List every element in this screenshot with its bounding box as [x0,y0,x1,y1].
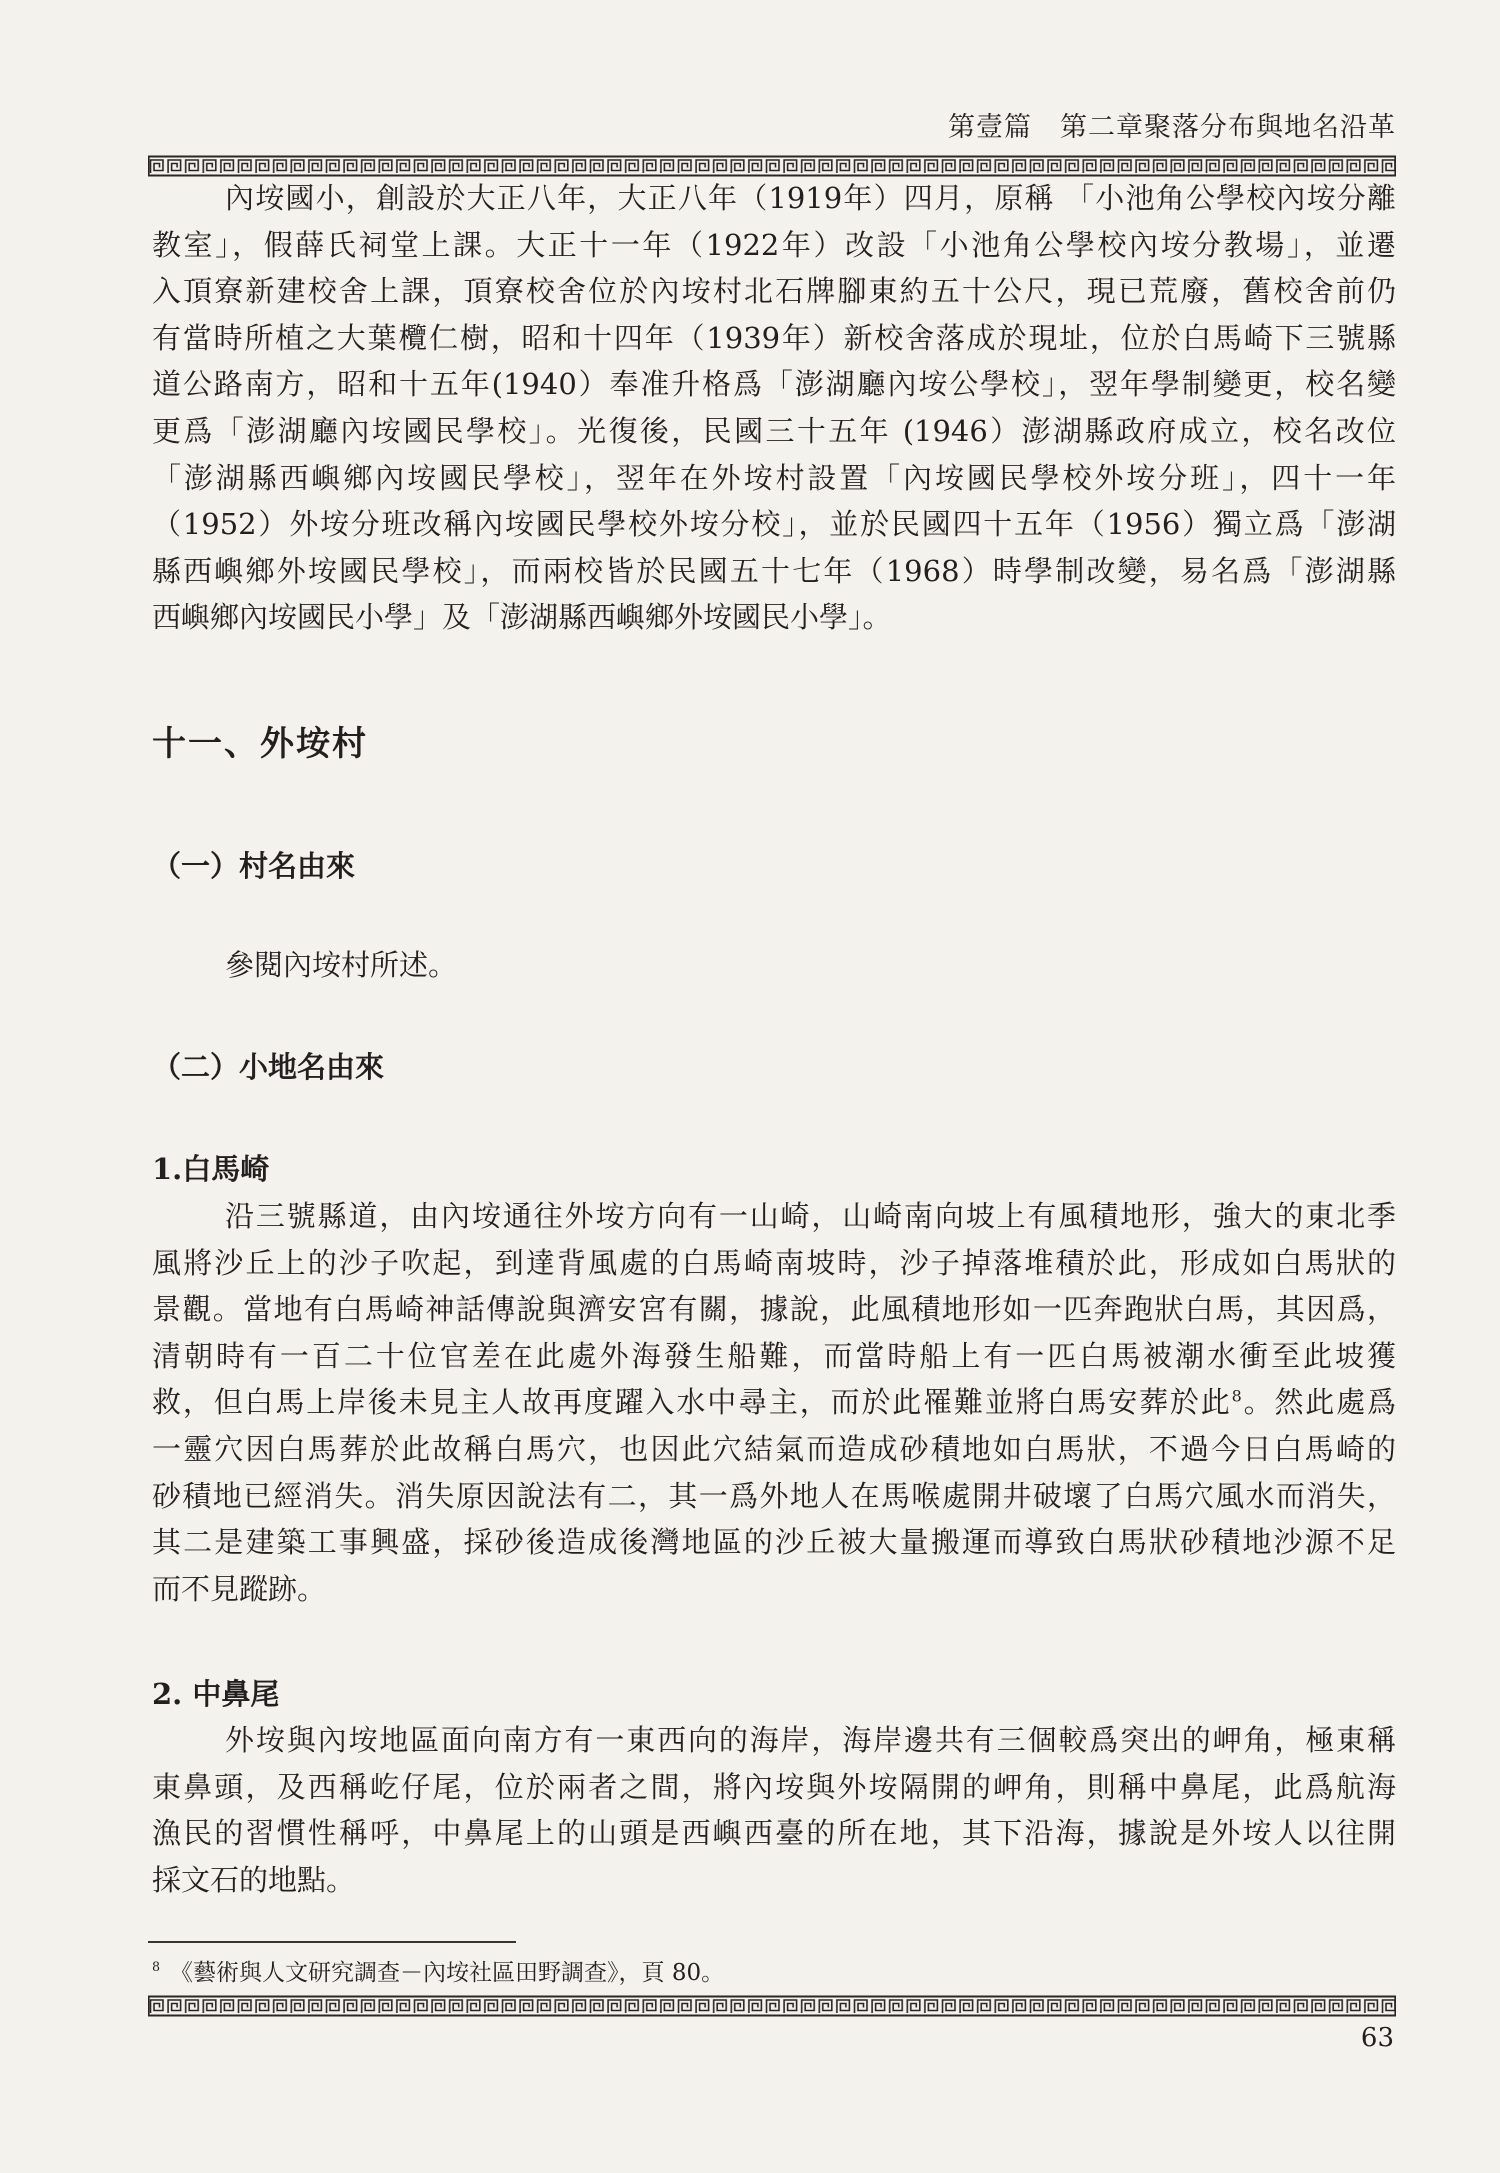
paragraph-line [152,1379,1396,1426]
paragraph-line: 其二是建築工事興盛，採砂後造成後灣地區的沙丘被大量搬運而導致白馬狀砂積地沙源不足 [152,1525,1396,1560]
school-history-paragraph [152,175,1396,641]
place-name-title-baimaqi: 1.白馬崎 [152,1152,270,1186]
paragraph-line: 清朝時有一百二十位官差在此處外海發生船難，而當時船上有一匹白馬被潮水衝至此坡獲 [152,1338,1396,1373]
page-number: 63 [1360,2023,1394,2053]
paragraph-line: 縣西嶼鄉外垵國民學校」，而兩校皆於民國五十七年（1968）時學制改變，易名爲「澎湖縣 [152,553,1396,588]
paragraph-line: 入頂寮新建校舍上課，頂寮校舍位於內垵村北石牌腳東約五十公尺，現已荒廢，舊校舍前仍 [152,274,1396,309]
paragraph-line: （1952）外垵分班改稱內垵國民學校外垵分校」，並於民國四十五年（1956）獨立爲「澎湖 [152,507,1396,542]
paragraph-line: 砂積地已經消失。消失原因說法有二，其一爲外地人在馬喉處開井破壞了白馬穴風水而消失， [152,1478,1396,1513]
footnote [152,1955,724,1991]
paragraph-line: 而不見蹤跡。 [152,1571,327,1606]
line-text: 救，但白馬上岸後未見主人故再度躍入水中尋主，而於此罹難並將白馬安葬於此 [152,1385,1232,1420]
baimaqi-paragraph [152,1193,1396,1612]
decorative-border-bottom [148,1995,1396,2017]
paragraph-line: 風將沙丘上的沙子吹起，到達背風處的白馬崎南坡時，沙子掉落堆積於此，形成如白馬狀的 [152,1245,1396,1280]
paragraph-line: 道公路南方，昭和十五年(1940）奉准升格爲「澎湖廳內垵公學校」，翌年學制變更，校名變 [152,367,1396,402]
paragraph-line: 教室」，假薛氏祠堂上課。大正十一年（1922年）改設「小池角公學校內垵分教場」，並遷 [152,227,1396,262]
paragraph-line: 採文石的地點。 [152,1862,356,1897]
paragraph-line: 一靈穴因白馬葬於此故稱白馬穴，也因此穴結氣而造成砂積地如白馬狀，不過今日白馬崎的 [152,1431,1396,1466]
subsection-heading-village-name: （一）村名由來 [152,849,356,883]
decorative-border-top [148,155,1396,177]
paragraph-line: 外垵與內垵地區面向南方有一東西向的海岸，海岸邊共有三個較爲突出的岬角，極東稱 [225,1723,1396,1757]
place-name-title-zhongbiwei: 2. 中鼻尾 [152,1677,280,1711]
zhongbiwei-paragraph [152,1717,1396,1903]
village-name-text: 參閱內垵村所述。 [225,948,458,982]
paragraph-line: 西嶼鄉內垵國民小學」及「澎湖縣西嶼鄉外垵國民小學」。 [152,600,892,635]
paragraph-line: 更爲「澎湖廳內垵國民學校」。光復後，民國三十五年 (1946）澎湖縣政府成立，校名改位 [152,413,1396,448]
paragraph-line: 漁民的習慣性稱呼，中鼻尾上的山頭是西嶼西臺的所在地，其下沿海，據說是外垵人以往開 [152,1816,1396,1851]
running-header: 第壹篇 第二章聚落分布與地名沿革 [948,112,1396,143]
subsection-heading-place-names: （二）小地名由來 [152,1050,385,1084]
footnote-marker: 8 [152,1959,161,1975]
paragraph-line: 沿三號縣道，由內垵通往外垵方向有一山崎，山崎南向坡上有風積地形，強大的東北季 [225,1199,1396,1233]
paragraph-line: 東鼻頭，及西稱屹仔尾，位於兩者之間，將內垵與外垵隔開的岬角，則稱中鼻尾，此爲航海 [152,1769,1396,1804]
footnote-divider [148,1941,516,1943]
paragraph-line: 內垵國小，創設於大正八年，大正八年（1919年）四月，原稱 「小池角公學校內垵分離 [225,181,1396,215]
paragraph-line: 「澎湖縣西嶼鄉內垵國民學校」，翌年在外垵村設置「內垵國民學校外垵分班」，四十一年 [152,460,1396,495]
footnote-reference: 8 [1231,1386,1242,1406]
section-heading: 十一、外垵村 [152,724,368,764]
footnote-text: 《藝術與人文研究調查－內垵社區田野調查》，頁 80。 [170,1960,725,1986]
paragraph-line: 景觀。當地有白馬崎神話傳說與濟安宮有關，據說，此風積地形如一匹奔跑狀白馬，其因爲， [152,1292,1396,1327]
paragraph-line: 有當時所植之大葉欖仁樹，昭和十四年（1939年）新校舍落成於現址，位於白馬崎下三號縣 [152,320,1396,355]
line-text: 。然此處爲 [1241,1385,1396,1420]
